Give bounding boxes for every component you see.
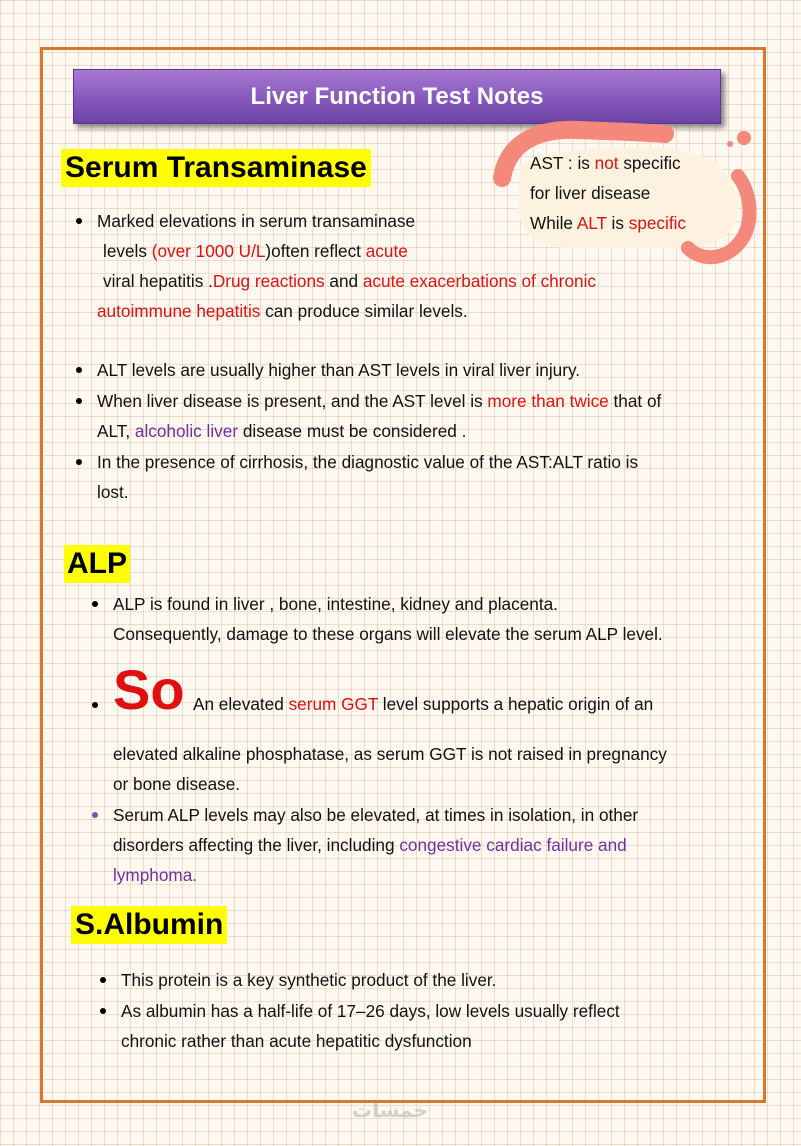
red-text: serum GGT	[288, 694, 379, 714]
alp-b3-line2	[113, 830, 627, 860]
bullet	[92, 812, 98, 818]
transaminase-b3-line1	[97, 386, 661, 416]
text-run: ALT,	[97, 421, 135, 441]
alp-b2-line2: elevated alkaline phosphatase, as serum GGT is not raised in pregnancy	[113, 744, 667, 764]
transaminase-b4-line2: lost.	[97, 482, 129, 502]
text-run: can produce similar levels.	[260, 301, 468, 321]
bullet	[76, 367, 82, 373]
text-run: level supports a hepatic origin of an	[378, 694, 654, 714]
purple-text: congestive cardiac failure and	[399, 835, 627, 855]
red-text: (over 1000 U/L	[151, 241, 266, 261]
red-text: acute exacerbations of chronic	[362, 271, 596, 291]
title-banner	[73, 69, 721, 124]
bullet	[100, 1008, 106, 1014]
callout-red-text: specific	[628, 213, 687, 233]
red-text: more than twice	[487, 391, 609, 411]
text-run: disease must be considered .	[238, 421, 467, 441]
alp-b1-line2: Consequently, damage to these organs will elevate the serum ALP level.	[113, 624, 663, 644]
transaminase-b3-line2	[97, 416, 466, 446]
callout-red-text: not	[594, 153, 619, 173]
alp-b2-line1	[193, 689, 653, 719]
text-run: An elevated	[193, 694, 289, 714]
purple-text: alcoholic liver	[134, 421, 239, 441]
text-run: that of	[608, 391, 662, 411]
albumin-b2-line2: chronic rather than acute hepatitic dysfunction	[121, 1031, 472, 1051]
callout-text: specific	[618, 153, 681, 173]
red-text: Drug reactions	[212, 271, 325, 291]
transaminase-b1-line1: Marked elevations in serum transaminase	[97, 211, 416, 231]
transaminase-b1-line4	[97, 296, 468, 326]
callout-text: AST : is	[530, 153, 595, 173]
bullet	[76, 398, 82, 404]
callout-line-1	[530, 148, 681, 178]
watermark-logo: خمسات	[352, 1100, 428, 1122]
bullet	[100, 977, 106, 983]
callout-line-3	[530, 208, 686, 238]
alp-b3-line3: lymphoma.	[113, 865, 198, 885]
heading-s-albumin: S.Albumin	[71, 906, 227, 944]
text-run: and	[324, 271, 363, 291]
transaminase-b4-line1: In the presence of cirrhosis, the diagnostic value of the AST:ALT ratio is	[97, 452, 639, 472]
text-run: levels	[103, 241, 152, 261]
albumin-b1: This protein is a key synthetic product of the liver.	[121, 970, 497, 990]
heading-serum-transaminase: Serum Transaminase	[61, 149, 371, 187]
text-run: viral hepatitis .	[103, 271, 213, 291]
bullet	[76, 218, 82, 224]
text-run: When liver disease is present, and the AST level is	[97, 391, 488, 411]
red-text: acute	[365, 241, 408, 261]
transaminase-b1-line3	[103, 266, 596, 296]
transaminase-b1-line2	[103, 236, 408, 266]
text-run: disorders affecting the liver, including	[113, 835, 400, 855]
text-run: )often reflect	[265, 241, 366, 261]
alp-b3-line1: Serum ALP levels may also be elevated, at times in isolation, in other	[113, 805, 639, 825]
red-text: autoimmune hepatitis	[97, 301, 261, 321]
heading-alp: ALP	[64, 545, 130, 583]
alp-b1-line1: ALP is found in liver , bone, intestine, kidney and placenta.	[113, 594, 558, 614]
page-title: Liver Function Test Notes	[250, 82, 544, 110]
bullet	[92, 702, 98, 708]
albumin-b2-line1: As albumin has a half-life of 17–26 days, low levels usually reflect	[121, 1001, 620, 1021]
so-emphasis: So	[113, 658, 185, 721]
callout-line-2: for liver disease	[530, 183, 651, 203]
callout-text: While	[530, 213, 577, 233]
bullet	[76, 459, 82, 465]
bullet	[92, 601, 98, 607]
alp-b2-line3: or bone disease.	[113, 774, 241, 794]
callout-text: is	[606, 213, 629, 233]
transaminase-b2: ALT levels are usually higher than AST levels in viral liver injury.	[97, 360, 581, 380]
callout-red-text: ALT	[576, 213, 607, 233]
